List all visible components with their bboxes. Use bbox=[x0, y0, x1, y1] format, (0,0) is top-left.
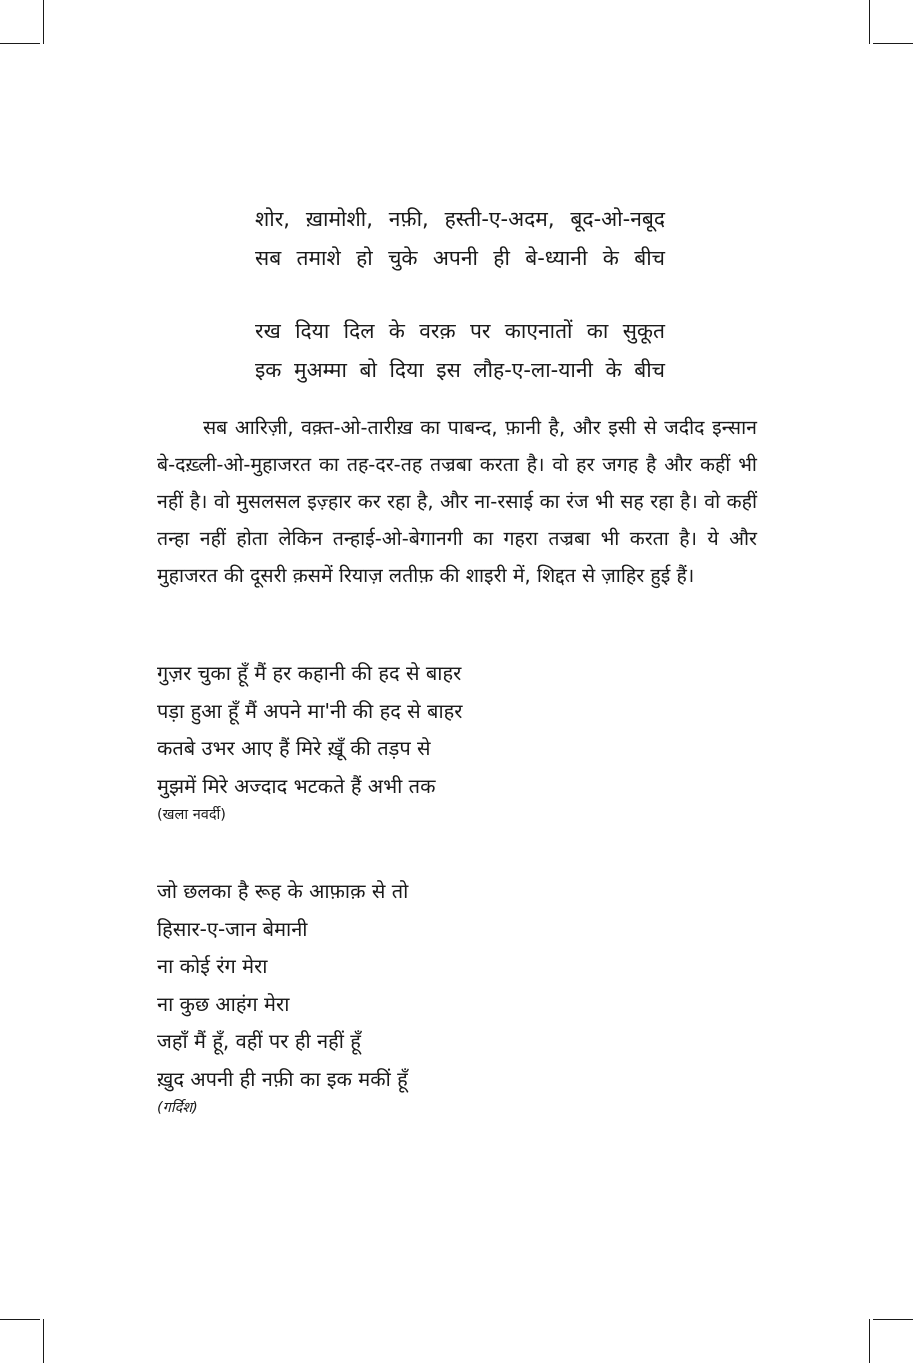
poem-line: पड़ा हुआ हूँ मैं अपने मा'नी की हद से बाहर bbox=[157, 698, 463, 723]
couplet-1 bbox=[255, 200, 665, 278]
poem-line: ना कोई रंग मेरा bbox=[157, 954, 268, 978]
crop-mark-top-right-vertical bbox=[869, 0, 870, 44]
poem-line: हिसार-ए-जान बेमानी bbox=[157, 916, 308, 941]
couplet-2 bbox=[255, 312, 665, 390]
poem-2 bbox=[157, 873, 408, 1118]
couplet-line: इक मुअम्मा बो दिया इस लौह-ए-ला-यानी के बीच bbox=[255, 358, 665, 382]
crop-mark-top-left-vertical bbox=[43, 0, 44, 44]
poem-line: गुज़र चुका हूँ मैं हर कहानी की हद से बाहर bbox=[157, 661, 462, 685]
poem-line: कतबे उभर आए हैं मिरे ख़ूँ की तड़प से bbox=[157, 736, 431, 760]
poem-line: ख़ुद अपनी ही नफ़ी का इक मकीं हूँ bbox=[157, 1066, 408, 1091]
crop-mark-top-left-horizontal bbox=[0, 43, 40, 44]
prose-paragraph: सब आरिज़ी, वक़्त-ओ-तारीख़ का पाबन्द, फ़ानी है, और इसी से जदीद इन्सान बे-दख़्ली-ओ-मुहाजरत का तह-दर-तह तज्रबा करता है। वो हर जगह है और कहीं भी नहीं है। वो मुसलसल इज़्हार कर रहा है, और ना-रसाई का रंज भी सह रहा है। वो कहीं तन्हा नहीं होता लेकिन तन्हाई-ओ-बेगानगी का गहरा तज्रबा भी करता है। ये और मुहाजरत की दूसरी क़समें रियाज़ लतीफ़ की शाइरी में, शिद्दत से ज़ाहिर हुई हैं। bbox=[157, 416, 757, 587]
poem-line: जहाँ मैं हूँ, वहीं पर ही नहीं हूँ bbox=[157, 1029, 361, 1053]
crop-mark-bottom-right-vertical bbox=[869, 1319, 870, 1363]
couplet-line: सब तमाशे हो चुके अपनी ही बे-ध्यानी के बीच bbox=[255, 246, 665, 270]
poem-line: जो छलका है रूह के आफ़ाक़ से तो bbox=[157, 879, 409, 903]
poem-line: ना कुछ आहंग मेरा bbox=[157, 991, 290, 1016]
poem-source: (गर्दिश) bbox=[157, 1100, 198, 1116]
crop-mark-top-right-horizontal bbox=[873, 43, 913, 44]
poem-line: मुझमें मिरे अज्दाद भटकते हैं अभी तक bbox=[157, 773, 436, 798]
crop-mark-bottom-left-horizontal bbox=[0, 1319, 40, 1320]
prose-block bbox=[157, 409, 757, 594]
poem-1 bbox=[157, 655, 462, 825]
couplet-line: शोर, ख़ामोशी, नफ़ी, हस्ती-ए-अदम, बूद-ओ-नबूद bbox=[255, 207, 665, 231]
crop-mark-bottom-right-horizontal bbox=[873, 1319, 913, 1320]
crop-mark-bottom-left-vertical bbox=[43, 1319, 44, 1363]
couplet-line: रख दिया दिल के वरक़ पर काएनातों का सुकूत bbox=[255, 319, 665, 343]
poem-source: (खला नवर्दी) bbox=[157, 807, 226, 823]
